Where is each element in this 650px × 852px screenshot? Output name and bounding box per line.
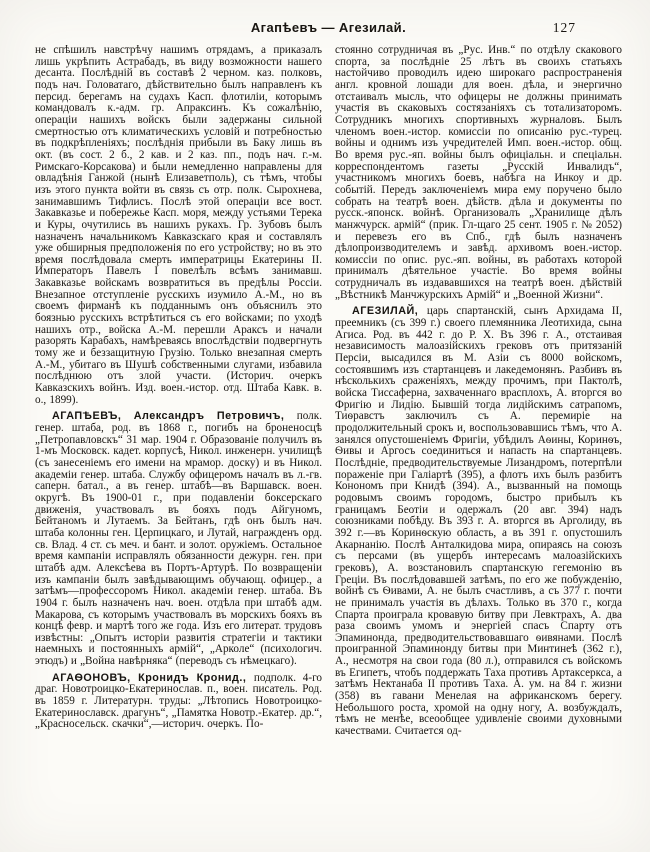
left-column [35,45,322,738]
right-column [335,45,622,738]
page-number: 127 [552,20,576,35]
paragraph-text: царь спартанскій, сынъ Архидама II, преемникъ (съ 399 г.) своего племянника Леотихида, сына Агиса. Род. въ 442 г. до Р. Х. Въ 396 г. А., отстаивая независимость малоазійскихъ грековъ отъ притязаній Персіи, высадился въ М. Азіи съ 8000 войскомъ, состоявшимъ изъ стартанцевъ и лакедемонянъ. Разбивъ въ нѣсколькихъ сраженіяхъ, между прочимъ, при Пактолѣ, войска Тиссаферна, захваченнаго врасплохъ, А. вторгся во Фригію и Лидію. Бывшій тогда лидійскимъ сатрапомъ, Тиѳравстъ заключилъ съ А. перемиріе на продолжительный срокъ и, воспользовавшись тѣмъ, что А. занялся опустошеніемъ Фригіи, убѣдилъ Аѳины, Коринѳъ, Ѳивы и Аргосъ соединиться и напасть на спартанцевъ. Послѣдніе, предводительствуемые Лизандромъ, потерпѣли пораженіе при Галіартѣ (395), а флотъ ихъ былъ разбитъ Конономъ при Книдѣ (394). А., вызванный на помощь родовымъ своимъ городомъ, быстро прибылъ къ границамъ Беотіи и одержалъ (20 авг. 394) надъ союзниками побѣду. Въ 393 г. А. вторгся въ Арголиду, въ 392 г.—въ Коринѳскую область, а въ 391 г. опустошилъ Акарнанію. Послѣ Анталкидова мира, опираясь на союзъ съ персами (въ ущербъ интересамъ малоазійскихъ грековъ), А. возстановилъ спартанскую гегемонію въ Греціи. Въ послѣдовавшей затѣмъ, по его же побужденію, войнѣ съ Ѳивами, А. не былъ счастливъ, а съ 377 г. почти не принималъ участія въ дѣлахъ. Только въ 370 г., когда Спарта проиграла кровавую битву при Левктрахъ, А. два раза своимъ умомъ и энергіей спасъ Спарту отъ Эпаминонда, предводительствовавшаго ѳивянами. Послѣ проигранной Эпаминонду битвы при Минтинеѣ (362 г.), А., несмотря на свои года (80 л.), отправился съ войскомъ въ Египетъ, чтобъ поддержать Таха противъ Артаксеркса, а затѣмъ Нектанаба II противъ Таха. А. ум. на 84 г. жизни (358) въ гавани Менелая на африканскомъ берегу. Небольшого роста, хромой на одну ногу, А. возбуждалъ, тѣмъ не менѣе, всеообщее удивленіе своими духовными качествами. Считается од- [335,305,622,738]
paragraph-continuation [335,45,622,301]
running-title: Агапѣевъ — Агезилай. [250,20,407,35]
page-header [35,20,622,36]
paragraph-continuation [35,45,322,406]
entry-agafonov [35,673,322,731]
entry-heading: АГАѲОНОВЪ, Кронидъ Кронид., [52,671,254,684]
entry-agesilay [335,306,622,737]
paragraph-text: полк. генер. штаба, род. въ 1868 г., погибъ на броненосцѣ „Петропавловскъ“ 31 мар. 1904 г. Образованіе получилъ въ 1-мъ Московск. кадет. корпусѣ, Никол. инженерн. училищѣ (съ занесеніемъ его имени на мрамор. доску) и въ Никол. академіи генер. штаба. Службу офицеромъ началъ въ л.-гв. саперн. батал., а въ генер. штабѣ—въ Варшавск. воен. округѣ. Въ 1900-01 г., при подавленіи боксерскаго движенія, участвовалъ въ бояхъ подъ Айгуномъ, Бейтаномъ и Лутаемъ. За Бейтанъ, гдѣ онъ былъ нач. штаба колонны ген. Церпицкаго, и Лутай, награжденъ орд. св. Влад. 4 ст. съ меч. и бант. и золот. оружіемъ. Остальное время кампаніи исправлялъ обязанности дежурн. ген. при штабѣ адм. Алексѣева въ Портъ-Артурѣ. По возвращеніи изъ кампаніи былъ завѣдывающимъ обучающ. офицер., а затѣмъ—профессоромъ Никол. академіи генер. штаба. Въ 1904 г. былъ назначенъ нач. воен. отдѣла при штабѣ адм. Макарова, съ которымъ участвовалъ въ морскихъ бояхъ въ концѣ февр. и мартѣ того же года. Изъ его литерат. трудовъ извѣстны: „Опытъ исторіи развитія стратегіи и тактики наемныхъ и постоянныхъ армій“, „Арколе“ (психологич. этюдъ) и „Война навѣрняка“ (переводъ съ нѣмецкаго). [35,410,322,668]
entry-agapeev [35,411,322,667]
text-columns [35,45,622,738]
entry-heading: АГЕЗИЛАЙ, [352,305,427,318]
paragraph-text: не спѣшилъ навстрѣчу нашимъ отрядамъ, а приказалъ лишь укрѣпить Астрабадъ, въ виду возможности нашего десанта. Послѣдній въ составѣ 2 черном. каз. полковъ, подъ нач. Головатаго, дѣйствительно былъ направленъ къ персид. берегамъ на судахъ Касп. флотиліи, которымъ командовалъ к.-адм. гр. Апраксинъ. Къ сожалѣнію, операціи нашихъ войскъ были задержаны сильной смертностью отъ климатическихъ условій и потребностью въ подкрѣпленіяхъ; послѣднія прибыли въ Баку лишь въ окт. (въ сост. 2 б., 2 кав. и 2 каз. пп., подъ нач. г.-м. Римскаго-Корсакова) и были немедленно направлены для овладѣнія Ганжой (нынѣ Елизаветполь), съ тѣмъ, чтобы изъ этого пункта войти въ связь съ отр. полк. Сырохнева, занимавшимъ Тифлисъ. Послѣ этой операціи все вост. Закавказье и побережье Касп. моря, между устьями Терека и Куры, очутились въ нашихъ рукахъ. Гр. Зубовъ былъ назначенъ начальникомъ Кавказскаго края и составлялъ уже обширныя предположенія по его устройству; но въ это время послѣдовала смерть императрицы Екатерины II. Императоръ Павелъ I повелѣлъ всѣмъ занимавш. Закавказье войскамъ возвратиться въ предѣлы Россіи. Внезапное отступленіе русскихъ изумило А.-М., но въ своемъ фирманѣ къ подданнымъ онъ объяснилъ это боязнью русскихъ встрѣтиться съ его войсками; по уходѣ нашихъ отр., войска А.-М. перешли Араксъ и начали разорять Карабахъ, намѣреваясь впослѣдствіи подвергнуть тому же и беззащитную Грузію. Только внезапная смерть А.-М., убитаго въ Шушѣ собственными слугами, избавила послѣднюю отъ злой участи. (Историч. очеркъ Кавказскихъ войнъ. Изд. воен.-истор. отд. Штаба Кавк. в. о., 1899). [35,44,322,406]
entry-heading: АГАПѢЕВЪ, Александръ Петровичъ, [52,410,297,423]
paragraph-text: подполк. 4-го драг. Новотроицко-Екатеринослав. п., воен. писатель. Род. въ 1859 г. Литературн. труды: „Лѣтопись Новотроицко-Екатеринославск. драгунъ“, „Памятка Новотр.-Екатер. др.“, „Красносельск. скачки“,—историч. очеркъ. По- [35,671,322,731]
paragraph-text: стоянно сотрудничая въ „Рус. Инв.“ по отдѣлу скакового спорта, за послѣдніе 25 лѣтъ въ своихъ статьяхъ настойчиво проводилъ идею широкаго распространенія англ. кровной лошади для воен. дѣла, и энергично отстаивалъ мысль, что офицеры не должны принимать участія въ скаковыхъ состязаніяхъ съ тотализаторомъ. Сотрудникъ многихъ спортивныхъ журналовъ. Былъ членомъ воен.-истор. комиссіи по описанію рус.-турец. войны и однимъ изъ учредителей Имп. воен.-истор. общ. Во время рус.-яп. войны былъ офиціальн. и спеціальн. корреспондентомъ газеты „Русскій Инвалидъ“, участникомъ многихъ боевъ, набѣга на Инкоу и др. событій. Передъ заключеніемъ мира ему поручено было собрать на театрѣ воен. дѣйств. дѣла и документы по русск.-японск. войнѣ. Организовалъ „Хранилище дѣлъ манжчурск. армій“ (прик. Гл-щаго 25 сент. 1905 г. № 2052) и перевезъ его въ Спб., гдѣ былъ назначенъ дѣлопроизводителемъ и завѣд. архивомъ воен.-истор. комиссіи по опис. рус.-яп. войны, въ работахъ которой принималъ дѣятельное участіе. Во время войны сотрудничалъ въ издававшихся на театрѣ воен. дѣйствій „Вѣстникѣ Манчжурскихъ Армій“ и „Военной Жизни“. [335,44,622,301]
